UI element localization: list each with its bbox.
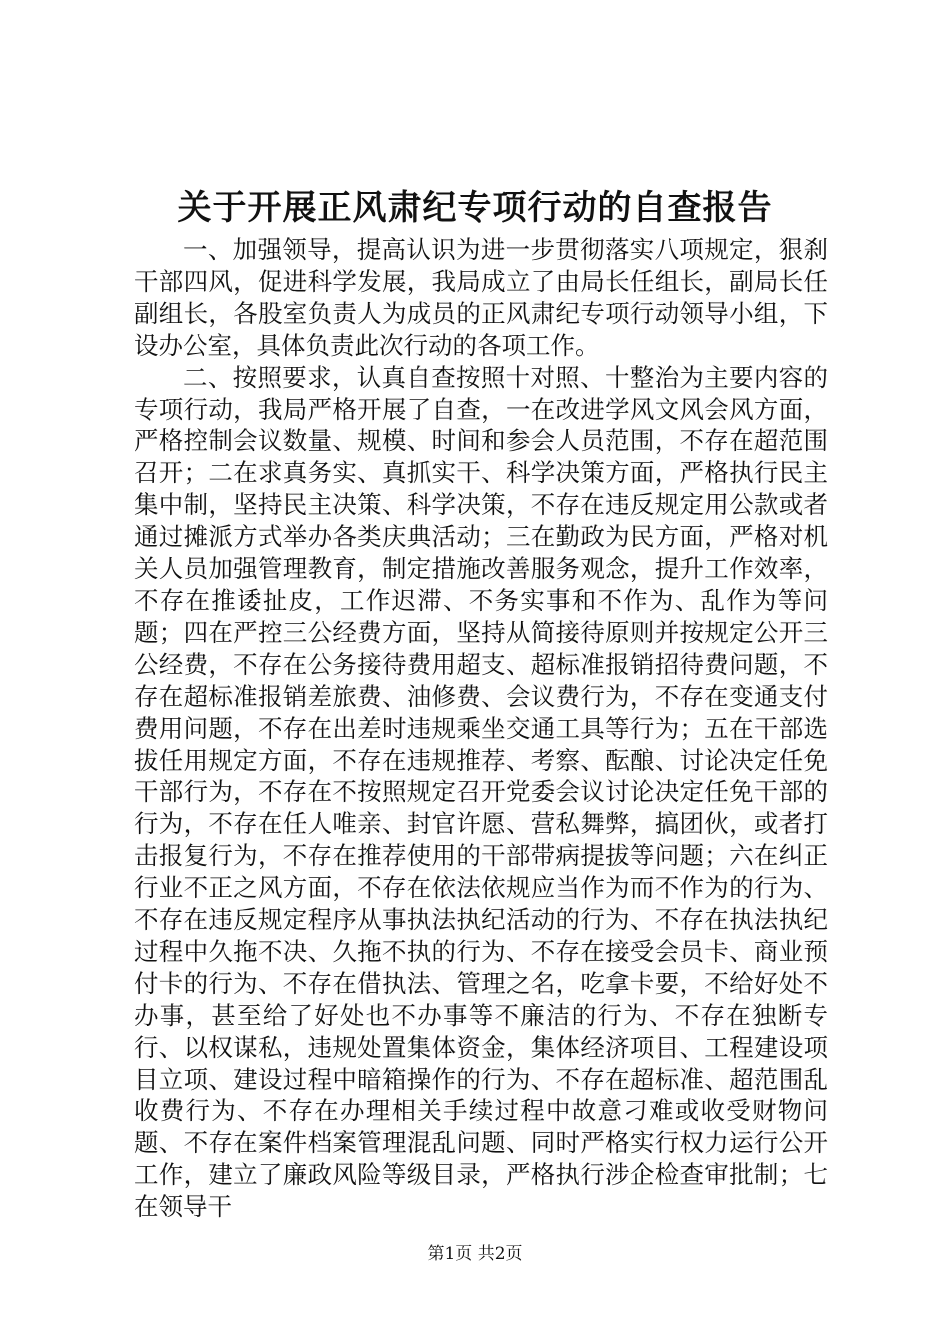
paragraph-2: 二、按照要求，认真自查按照十对照、十整治为主要内容的专项行动，我局严格开展了自查，一在改进学风文风会风方面，严格控制会议数量、规模、时间和参会人员范围，不存在超范围召开；二在求真务实、真抓实干、科学决策方面，严格执行民主集中制，坚持民主决策、科学决策，不存在违反规定用公款或者通过摊派方式举办各类庆典活动；三在勤政为民方面，严格对机关人员加强管理教育，制定措施改善服务观念，提升工作效率，不存在推诿扯皮，工作迟滞、不务实事和不作为、乱作为等问题；四在严控三公经费方面，坚持从简接待原则并按规定公开三公经费，不存在公务接待费用超支、超标准报销招待费问题，不存在超标准报销差旅费、油修费、会议费行为，不存在变通支付费用问题，不存在出差时违规乘坐交通工具等行为；五在干部选拔任用规定方面，不存在违规推荐、考察、酝酿、讨论决定任免干部行为，不存在不按照规定召开党委会议讨论决定任免干部的行为，不存在任人唯亲、封官许愿、营私舞弊，搞团伙，或者打击报复行为，不存在推荐使用的干部带病提拔等问题；六在纠正行业不正之风方面，不存在依法依规应当作为而不作为的行为、不存在违反规定程序从事执法执纪活动的行为、不存在执法执纪过程中久拖不决、久拖不执的行为、不存在接受会员卡、商业预付卡的行为、不存在借执法、管理之名，吃拿卡要，不给好处不办事，甚至给了好处也不办事等不廉洁的行为、不存在独断专行、以权谋私，违规处置集体资金，集体经济项目、工程建设项目立项、建设过程中暗箱操作的行为、不存在超标准、超范围乱收费行为、不存在办理相关手续过程中故意刁难或收受财物问题、不存在案件档案管理混乱问题、同时严格实行权力运行公开工作，建立了廉政风险等级目录，严格执行涉企检查审批制；七在领导干 xyxy=(134,362,828,1222)
paragraph-1: 一、加强领导，提高认识为进一步贯彻落实八项规定，狠刹干部四风，促进科学发展，我局成立了由局长任组长，副局长任副组长，各股室负责人为成员的正风肃纪专项行动领导小组，下设办公室，具体负责此次行动的各项工作。 xyxy=(134,235,828,360)
document-body xyxy=(134,234,828,1223)
document-title: 关于开展正风肃纪专项行动的自查报告 xyxy=(177,188,773,228)
page-number-footer: 第1页 共2页 xyxy=(427,1244,523,1264)
